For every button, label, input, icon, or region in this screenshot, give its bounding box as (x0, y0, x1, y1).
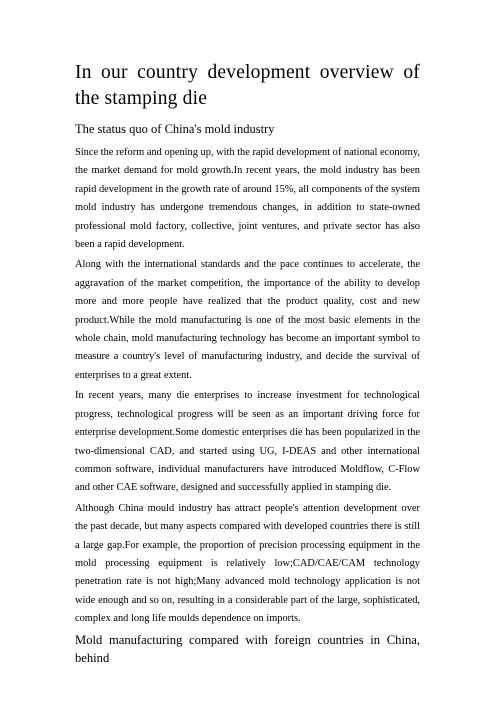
document-title: In our country development overview of the stamping die (75, 62, 420, 109)
section-heading: The status quo of China's mold industry (75, 122, 275, 136)
document-body (75, 60, 420, 667)
paragraph-3: In recent years, many die enterprises to increase investment for technological progress, technological progress will be seen as an important driving force for enterprise development.Some domestic enterprises die has been popularized in the two-dimensional CAD, and started using UG, I-DEAS and other international common software, individual manufacturers have introduced Moldflow, C-Flow and other CAE software, designed and successfully applied in stamping die. (75, 390, 420, 494)
paragraph-1: Since the reform and opening up, with the rapid development of national economy, the market demand for mold growth.In recent years, the mold industry has been rapid development in the growth rate of around 15%, all components of the system mold industry has undergone tremendous changes, in addition to state-owned professional mold factory, collective, joint ventures, and private sector has also been a rapid development. (75, 147, 421, 251)
closing-paragraph: Mold manufacturing compared with foreign countries in China, behind (75, 632, 420, 665)
paragraph-4: Although China mould industry has attract people's attention development over the past decade, but many aspects compared with developed countries there is still a large gap.For example, the proportion of precision processing equipment in the mold processing equipment is relatively low;CAD/CAE/CAM technology penetration rate is not high;Many advanced mold technology application is not wide enough and so on, resulting in a considerable part of the large, sophisticated, complex and long life moulds dependence on imports. (75, 502, 420, 625)
paragraph-2: Along with the international standards and the pace continues to accelerate, the aggravation of the market competition, the importance of the ability to develop more and more people have realized that the product quality, cost and new product.While the mold manufacturing is one of the most basic elements in the whole chain, mold manufacturing technology has become an important symbol to measure a country's level of manufacturing industry, and decide the survival of enterprises to a great extent. (75, 259, 420, 381)
